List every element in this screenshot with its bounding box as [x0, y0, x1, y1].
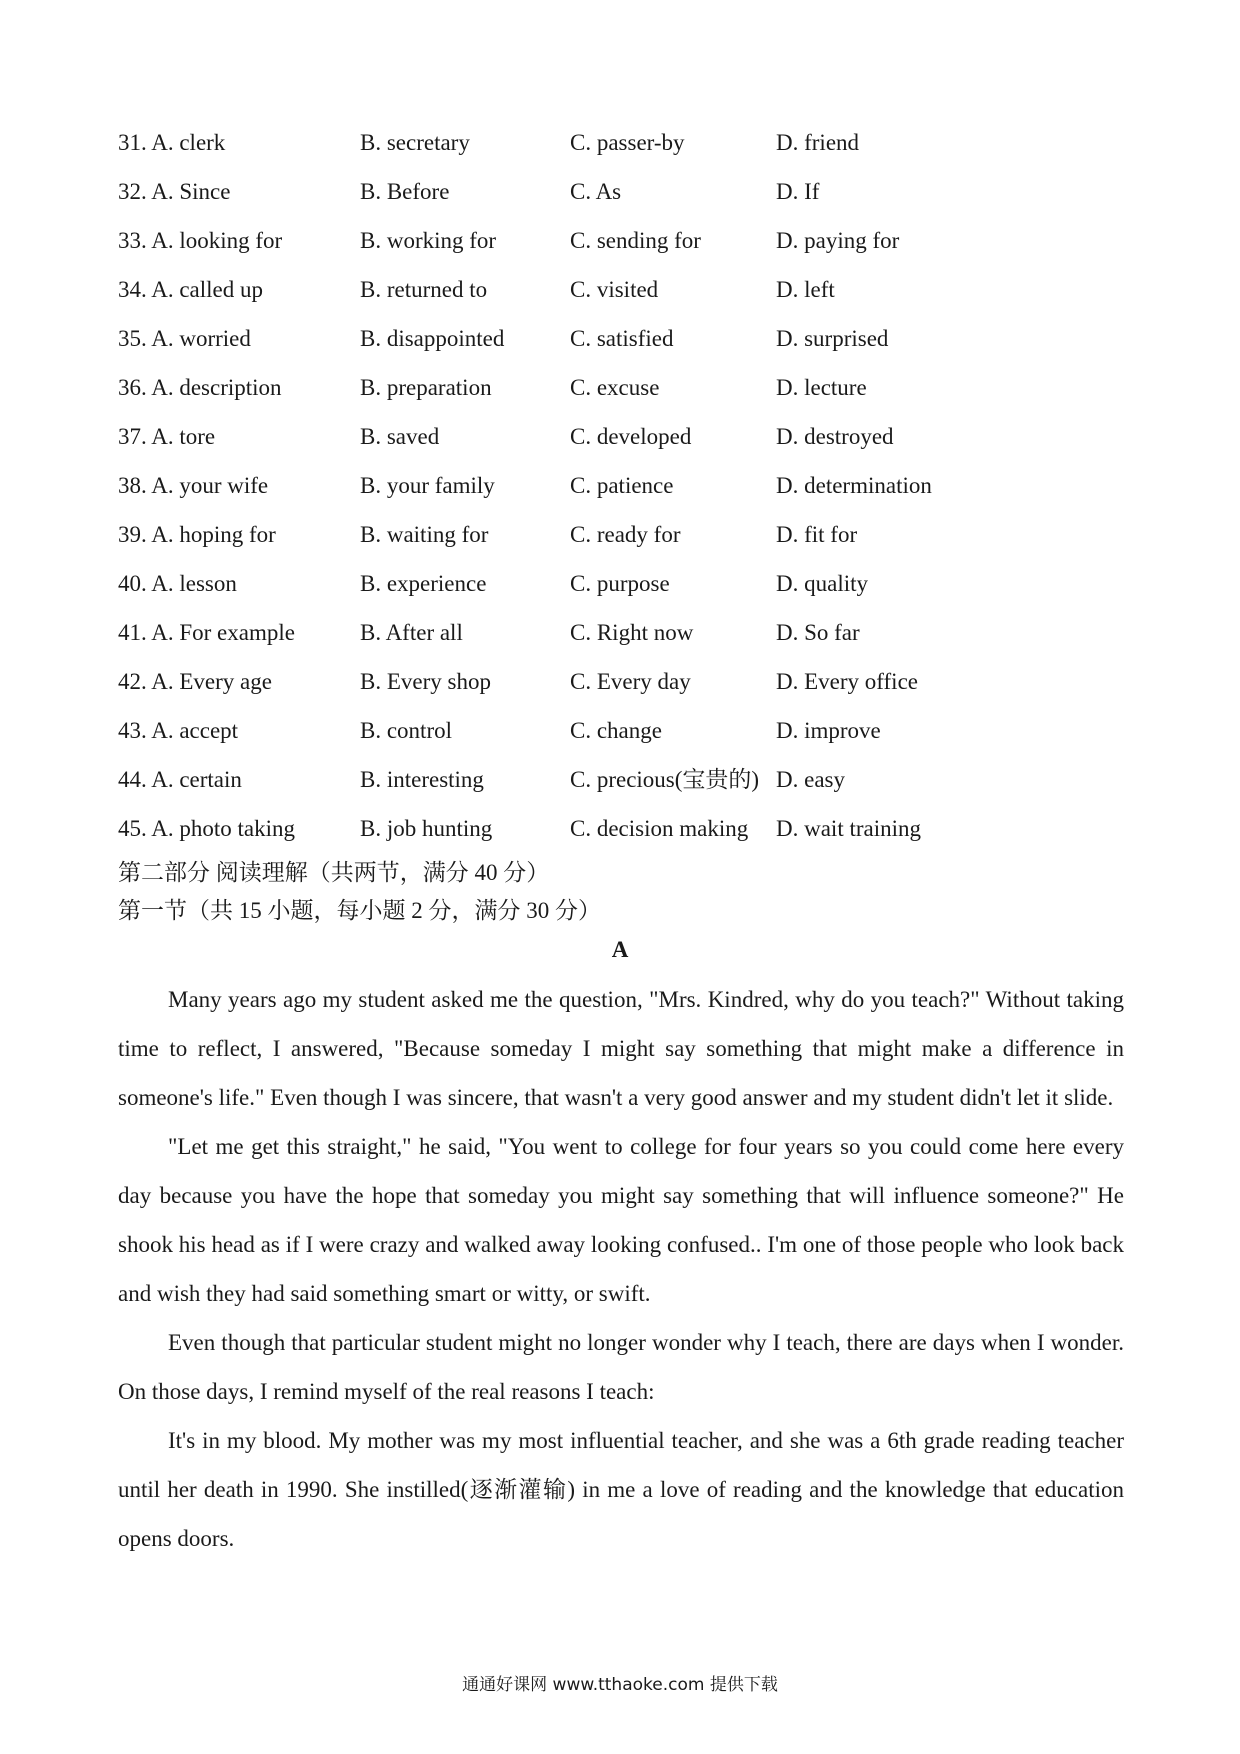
option-b: B. preparation [360, 375, 492, 400]
option-c: C. excuse [570, 375, 660, 400]
question-row [118, 363, 1128, 412]
question-row [118, 461, 1128, 510]
option-b: B. saved [360, 424, 440, 449]
option-b: B. Every shop [360, 669, 491, 694]
option-a: 38. A. your wife [118, 473, 269, 498]
option-d: D. If [776, 179, 820, 204]
option-b: B. experience [360, 571, 487, 596]
subsection-heading: 第一节（共 15 小题，每小题 2 分，满分 30 分） [118, 898, 601, 923]
option-a: 35. A. worried [118, 326, 251, 351]
passage-title: A [611, 937, 629, 962]
option-d: D. improve [776, 718, 881, 743]
option-c: C. change [570, 718, 662, 743]
option-d: D. lecture [776, 375, 867, 400]
option-b: B. working for [360, 228, 497, 253]
option-a: 32. A. Since [118, 179, 231, 204]
option-d: D. quality [776, 571, 868, 596]
option-c: C. Every day [570, 669, 691, 694]
option-a: 45. A. photo taking [118, 816, 295, 841]
paragraph: "Let me get this straight," he said, "You went to college for four years so you could come here every day because you have the hope that someday you might say something that will influence someone?" He shook his head as if I were crazy and walked away looking confused.. I'm one of those people who look back and wish they had said something smart or witty, or swift. [118, 1134, 1124, 1306]
option-b: B. disappointed [360, 326, 505, 351]
option-b: B. secretary [360, 130, 470, 155]
option-c: C. precious(宝贵的) [570, 767, 760, 792]
option-d: D. So far [776, 620, 860, 645]
paragraph: Even though that particular student might no longer wonder why I teach, there are days when I wonder. On those days, I remind myself of the real reasons I teach: [118, 1330, 1124, 1404]
question-row [118, 216, 1128, 265]
option-a: 44. A. certain [118, 767, 242, 792]
question-row [118, 265, 1128, 314]
option-c: C. sending for [570, 228, 701, 253]
option-a: 43. A. accept [118, 718, 239, 743]
option-c: C. satisfied [570, 326, 674, 351]
section-heading: 第二部分 阅读理解（共两节，满分 40 分） [118, 860, 550, 885]
option-a: 31. A. clerk [118, 130, 226, 155]
question-row [118, 118, 1128, 167]
option-a: 39. A. hoping for [118, 522, 276, 547]
option-d: D. wait training [776, 816, 921, 841]
question-row [118, 314, 1128, 363]
option-c: C. decision making [570, 816, 749, 841]
option-c: C. developed [570, 424, 692, 449]
option-b: B. waiting for [360, 522, 489, 547]
option-c: C. purpose [570, 571, 670, 596]
option-c: C. passer-by [570, 130, 685, 155]
option-c: C. ready for [570, 522, 681, 547]
option-a: 34. A. called up [118, 277, 263, 302]
option-a: 37. A. tore [118, 424, 216, 449]
option-b: B. your family [360, 473, 495, 498]
question-row [118, 167, 1128, 216]
option-d: D. destroyed [776, 424, 894, 449]
option-b: B. Before [360, 179, 450, 204]
option-d: D. surprised [776, 326, 889, 351]
option-b: B. returned to [360, 277, 488, 302]
option-a: 40. A. lesson [118, 571, 237, 596]
option-d: D. determination [776, 473, 932, 498]
option-d: D. friend [776, 130, 860, 155]
option-c: C. Right now [570, 620, 694, 645]
option-b: B. job hunting [360, 816, 493, 841]
option-d: D. Every office [776, 669, 918, 694]
option-a: 33. A. looking for [118, 228, 283, 253]
option-b: B. interesting [360, 767, 484, 792]
option-a: 42. A. Every age [118, 669, 272, 694]
question-row [118, 755, 1128, 804]
option-c: C. patience [570, 473, 674, 498]
page-footer: 通通好课网 www.tthaoke.com 提供下载 [462, 1675, 778, 1695]
option-d: D. easy [776, 767, 845, 792]
question-row [118, 657, 1128, 706]
question-row [118, 559, 1128, 608]
question-row [118, 706, 1128, 755]
question-row [118, 804, 1128, 853]
question-row [118, 412, 1128, 461]
option-d: D. left [776, 277, 835, 302]
option-c: C. visited [570, 277, 659, 302]
paragraph: Many years ago my student asked me the question, "Mrs. Kindred, why do you teach?" Without taking time to reflect, I answered, "Because someday I might say something that might make a difference in someone's life." Even though I was sincere, that wasn't a very good answer and my student didn't let it slide. [118, 987, 1124, 1110]
option-a: 41. A. For example [118, 620, 295, 645]
option-b: B. control [360, 718, 452, 743]
question-row [118, 510, 1128, 559]
question-row [118, 608, 1128, 657]
paragraph: It's in my blood. My mother was my most influential teacher, and she was a 6th grade reading teacher until her death in 1990. She instilled(逐渐灌输) in me a love of reading and the knowledge that education opens doors. [118, 1428, 1124, 1551]
cloze-options-list [118, 118, 1128, 853]
option-d: D. paying for [776, 228, 900, 253]
option-c: C. As [570, 179, 622, 204]
reading-passage [118, 975, 1124, 1563]
option-a: 36. A. description [118, 375, 282, 400]
option-d: D. fit for [776, 522, 858, 547]
option-b: B. After all [360, 620, 463, 645]
